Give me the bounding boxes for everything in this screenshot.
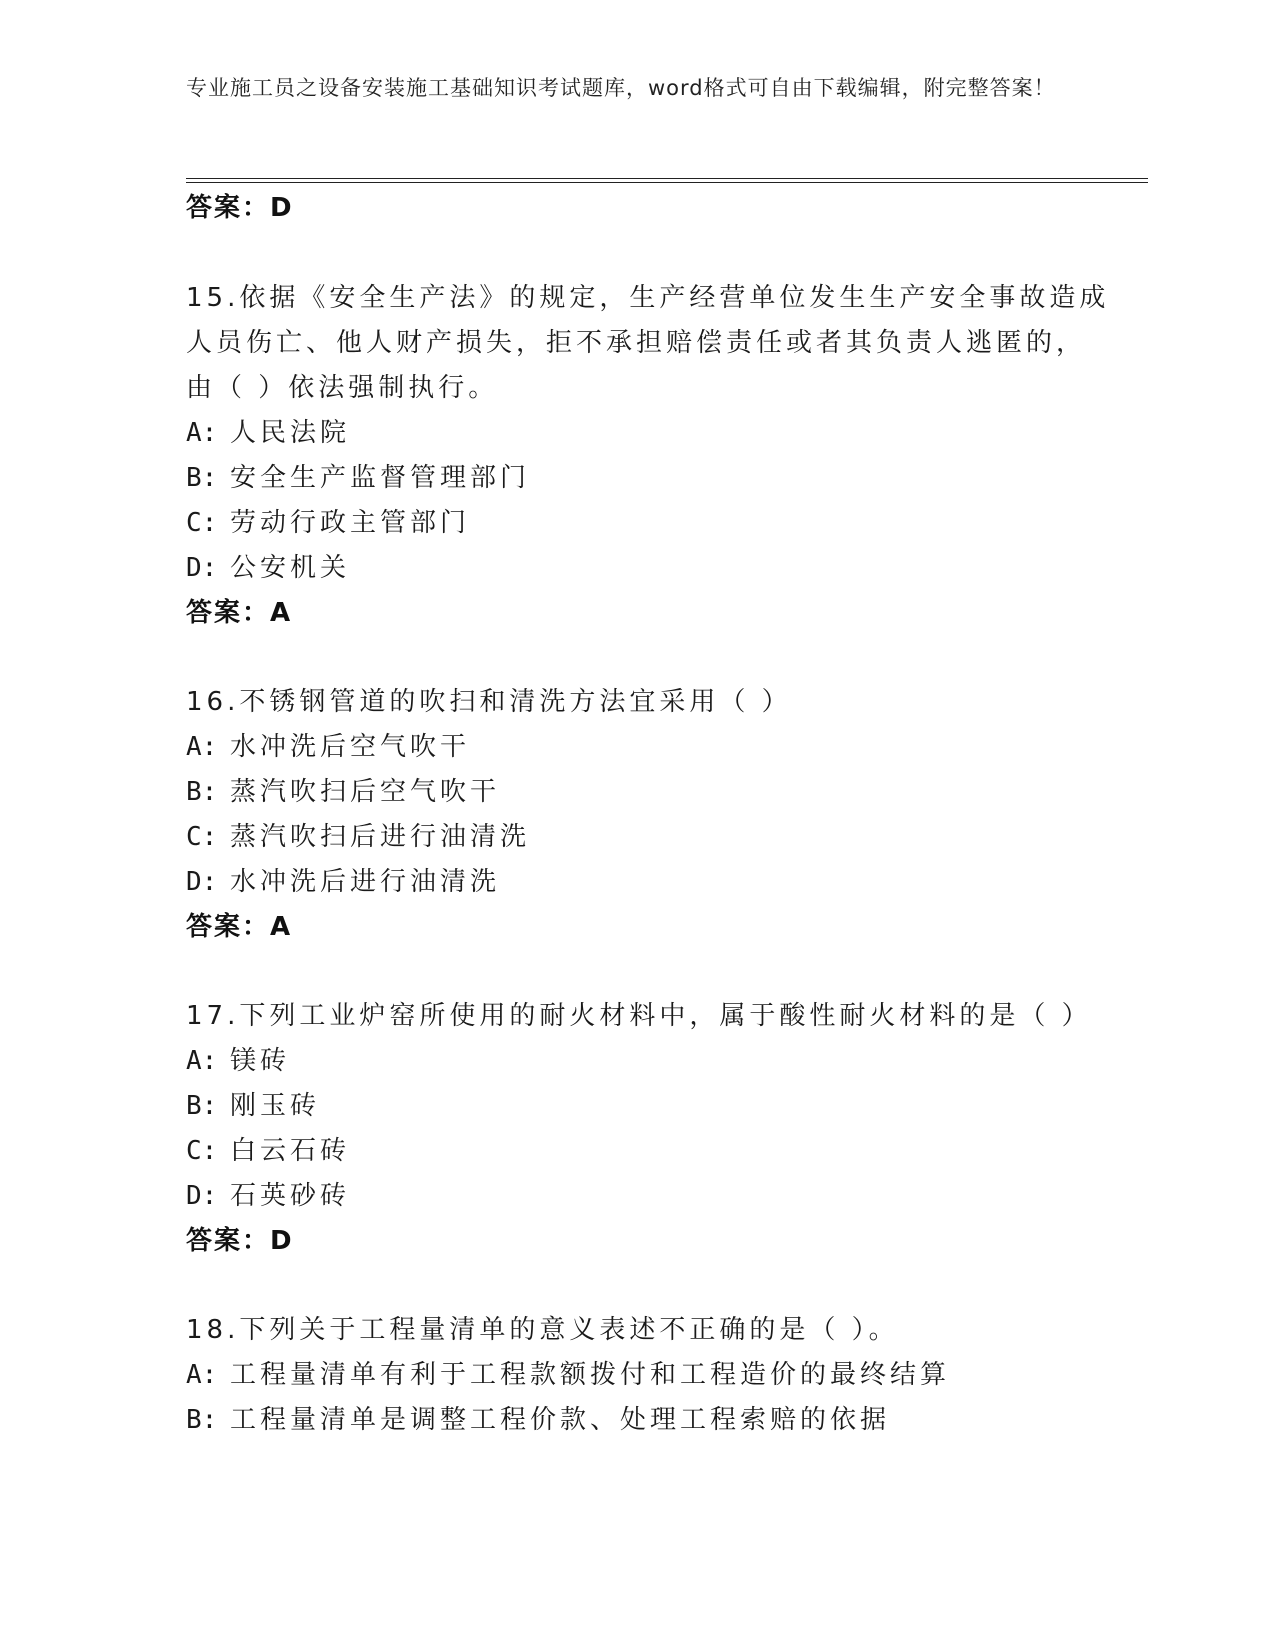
option-text: 公安机关 (230, 553, 351, 583)
question-16-answer: 答案：A (186, 912, 293, 942)
question-17-option-d (186, 1180, 350, 1212)
question-15-line-3: 由（ ）依法强制执行。 (186, 373, 499, 403)
option-text: 水冲洗后进行油清洗 (230, 867, 501, 897)
option-label: C: (186, 822, 218, 852)
question-15-option-c (186, 507, 470, 539)
question-15-answer: 答案：A (186, 598, 293, 628)
option-text: 工程量清单是调整工程价款、处理工程索赔的依据 (230, 1405, 891, 1435)
option-label: C: (186, 508, 218, 538)
option-label: A: (186, 1046, 218, 1076)
option-label: D: (186, 867, 218, 897)
question-15-option-b (186, 462, 530, 494)
option-text: 人民法院 (230, 418, 351, 448)
question-18-line-1: 18.下列关于工程量清单的意义表述不正确的是（ ）。 (186, 1315, 899, 1345)
question-15-option-d (186, 552, 350, 584)
question-16-option-a (186, 731, 470, 763)
option-text: 安全生产监督管理部门 (230, 463, 531, 493)
question-17-answer: 答案：D (186, 1226, 294, 1256)
question-15-line-1: 15.依据《安全生产法》的规定，生产经营单位发生生产安全事故造成 (186, 283, 1110, 313)
question-17-option-a (186, 1045, 290, 1077)
option-label: D: (186, 553, 218, 583)
question-18-option-a (186, 1359, 950, 1391)
question-17-option-c (186, 1135, 350, 1167)
option-label: A: (186, 732, 218, 762)
option-label: A: (186, 1360, 218, 1390)
question-16-line-1: 16.不锈钢管道的吹扫和清洗方法宜采用（ ） (186, 687, 792, 717)
question-16-option-c (186, 821, 530, 853)
option-label: C: (186, 1136, 218, 1166)
option-text: 白云石砖 (230, 1136, 351, 1166)
option-label: D: (186, 1181, 218, 1211)
answer-line: 答案：D (186, 193, 294, 223)
question-17-line-1: 17.下列工业炉窑所使用的耐火材料中，属于酸性耐火材料的是（ ） (186, 1001, 1092, 1031)
option-text: 劳动行政主管部门 (230, 508, 471, 538)
option-text: 石英砂砖 (230, 1181, 351, 1211)
question-18-option-b (186, 1404, 890, 1436)
header-divider-top (186, 178, 1148, 179)
document-header: 专业施工员之设备安装施工基础知识考试题库，word格式可自由下载编辑，附完整答案！ (186, 76, 1056, 100)
option-text: 蒸汽吹扫后进行油清洗 (230, 822, 531, 852)
option-text: 蒸汽吹扫后空气吹干 (230, 777, 501, 807)
option-text: 刚玉砖 (230, 1091, 321, 1121)
question-15-option-a (186, 417, 350, 449)
question-16-option-b (186, 776, 500, 808)
option-label: A: (186, 418, 218, 448)
question-16-option-d (186, 866, 500, 898)
option-label: B: (186, 463, 218, 493)
option-label: B: (186, 1091, 218, 1121)
option-text: 镁砖 (230, 1046, 291, 1076)
question-17-option-b (186, 1090, 320, 1122)
option-label: B: (186, 1405, 218, 1435)
option-text: 工程量清单有利于工程款额拨付和工程造价的最终结算 (230, 1360, 951, 1390)
option-label: B: (186, 777, 218, 807)
header-divider-bottom (186, 182, 1148, 183)
option-text: 水冲洗后空气吹干 (230, 732, 471, 762)
question-15-line-2: 人员伤亡、他人财产损失，拒不承担赔偿责任或者其负责人逃匿的， (186, 328, 1087, 358)
